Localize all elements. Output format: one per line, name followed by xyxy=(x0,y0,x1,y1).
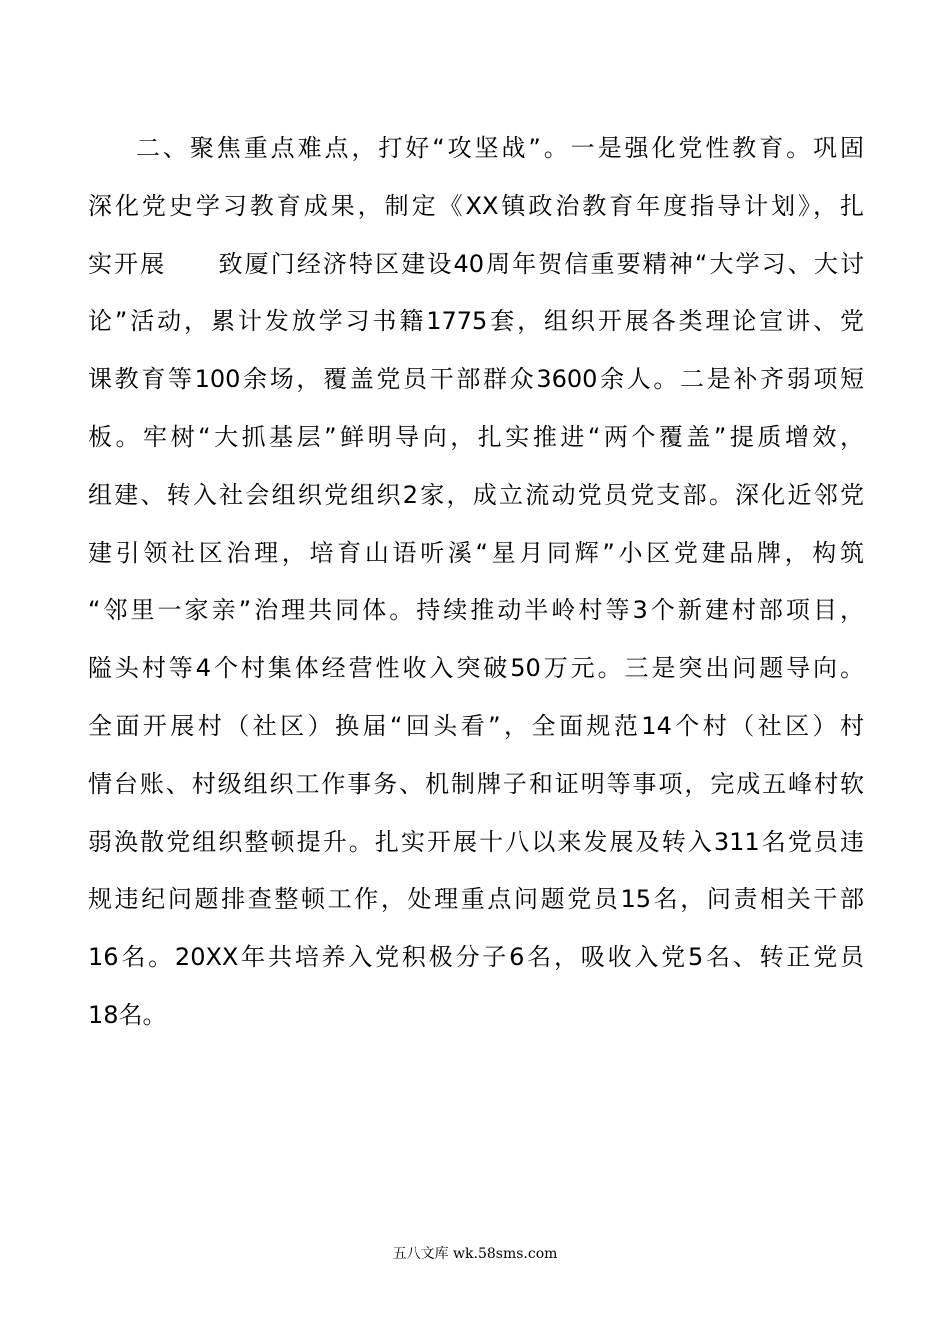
paragraph-line-16: 18名。 xyxy=(88,1000,167,1029)
footer-watermark: 五八文库 wk.58sms.com xyxy=(392,1246,558,1262)
paragraph-line-11: 全面开展村（社区）换届“回头看”，全面规范14个村（社区）村 xyxy=(88,711,864,740)
paragraph-line-9: “邻里一家亲”治理共同体。持续推动半岭村等3个新建村部项目， xyxy=(88,596,864,625)
paragraph-line-6: 板。牢树“大抓基层”鲜明导向，扎实推进“两个覆盖”提质增效， xyxy=(88,422,864,451)
body-paragraph xyxy=(88,124,864,1049)
paragraph-line-10: 隘头村等4个村集体经营性收入突破50万元。三是突出问题导向。 xyxy=(88,654,864,683)
paragraph-line-4: 论”活动，累计发放学习书籍1775套，组织开展各类理论宣讲、党 xyxy=(88,307,864,336)
paragraph-line-2: 深化党史学习教育成果，制定《XX镇政治教育年度指导计划》，扎 xyxy=(88,191,864,220)
paragraph-line-13: 弱涣散党组织整顿提升。扎实开展十八以来发展及转入311名党员违 xyxy=(88,827,864,856)
paragraph-line-15: 16名。20XX年共培养入党积极分子6名，吸收入党5名、转正党员 xyxy=(88,943,864,972)
paragraph-line-8: 建引领社区治理，培育山语听溪“星月同辉”小区党建品牌，构筑 xyxy=(88,538,864,567)
paragraph-line-14: 规违纪问题排查整顿工作，处理重点问题党员15名，问责相关干部 xyxy=(88,885,864,914)
paragraph-line-7: 组建、转入社会组织党组织2家，成立流动党员党支部。深化近邻党 xyxy=(88,480,864,509)
paragraph-line-3: 实开展 致厦门经济特区建设40周年贺信重要精神“大学习、大讨 xyxy=(88,249,864,278)
paragraph-line-5: 课教育等100余场，覆盖党员干部群众3600余人。二是补齐弱项短 xyxy=(88,365,864,394)
paragraph-line-12: 情台账、村级组织工作事务、机制牌子和证明等事项，完成五峰村软 xyxy=(88,769,864,798)
paragraph-line-1: 二、聚焦重点难点，打好“攻坚战”。一是强化党性教育。巩固 xyxy=(136,134,864,162)
